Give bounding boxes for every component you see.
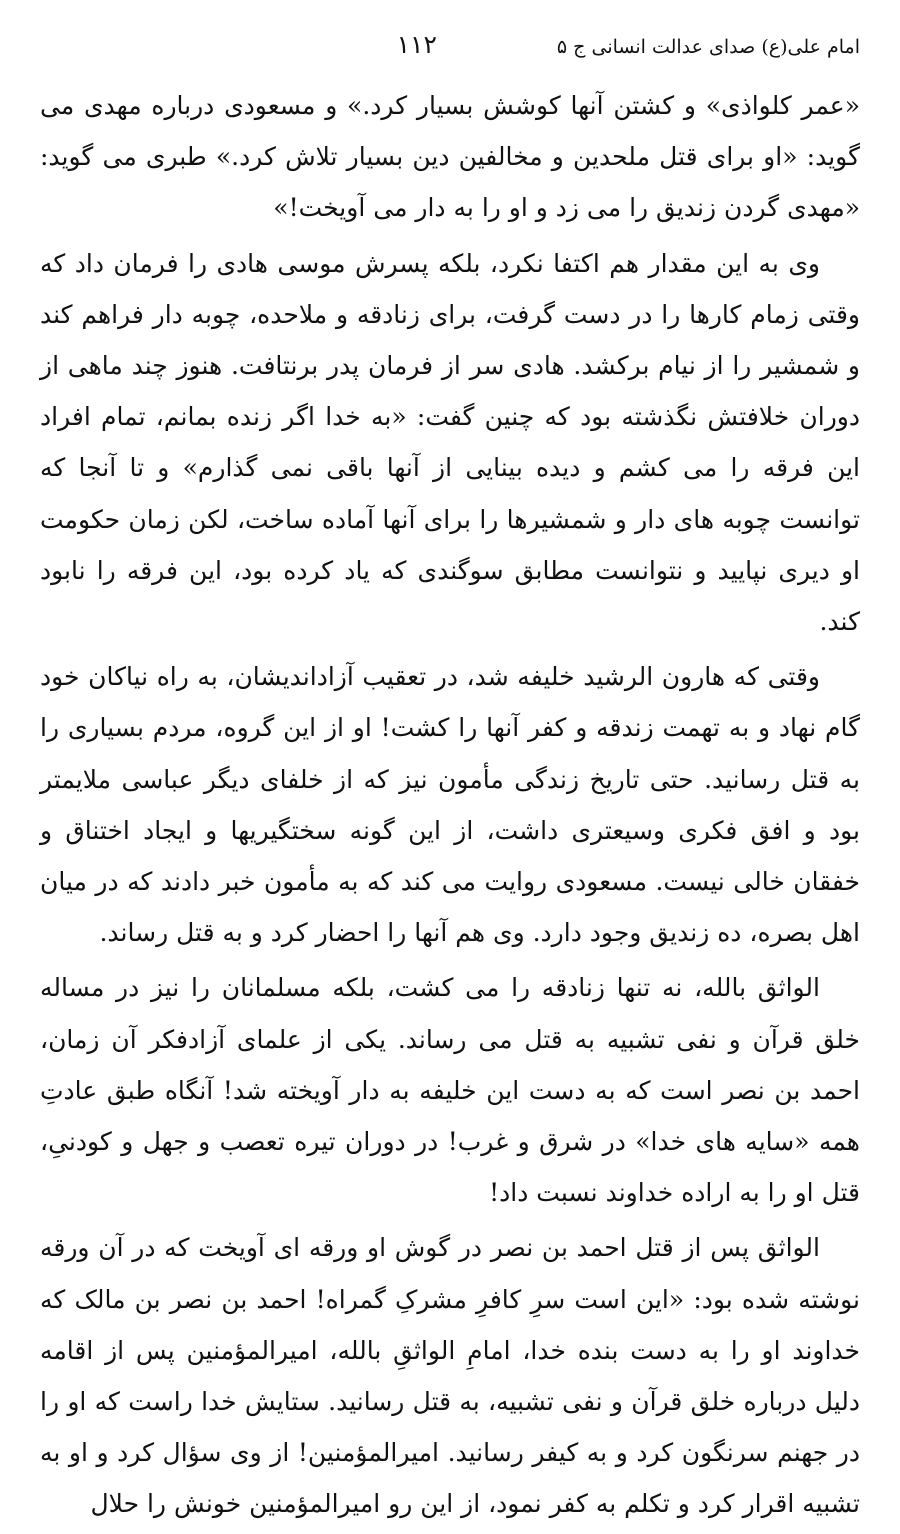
paragraph: وی به این مقدار هم اکتفا نکرد، بلکه پسرش موسی هادی را فرمان داد که وقتی زمام کارها را در دست گرفت، برای زنادقه و ملاحده، چوبه دار فراهم کند و شمشیر را از نیام برکشد. هادی سر از فرمان پدر برنتافت. هنوز چند ماهی از دوران خلافتش نگذشته بود که چنین گفت: «به خدا اگر زنده بمانم، تمام افراد این فرقه را می کشم و دیده بینایی از آنها باقی نمی گذارم» و تا آنجا که توانست چوبه های دار و شمشیرها را برای آنها آماده ساخت، لکن زمان حکومت او دیری نپایید و نتوانست مطابق سوگندی که یاد کرده بود، این فرقه را نابود کند. bbox=[40, 248, 860, 637]
paragraph: الواثق پس از قتل احمد بن نصر در گوش او ورقه ای آویخت که در آن ورقه نوشته شده بود: «این است سرِ کافرِ مشرکِ گمراه! احمد بن نصر بن مالک که خداوند او را به دست بنده خدا، امامِ الواثقِ بالله، امیرالمؤمنین پس از اقامه دلیل درباره خلق قرآن و نفی تشبیه، به قتل رسانید. ستایش خدا راست که او را در جهنم سرنگون کرد و به کیفر رسانید. امیرالمؤمنین! از وی سؤال کرد و او به تشبیه اقرار کرد و تکلم به کفر نمود، از این رو امیرالمؤمنین خونش را حلال bbox=[40, 1233, 860, 1519]
paragraph: وقتی که هارون الرشید خلیفه شد، در تعقیب آزاداندیشان، به راه نیاکان خود گام نهاد و به تهمت زندقه و کفر آنها را کشت! او از این گروه، مردم بسیاری را به قتل رسانید. حتی تاریخ زندگی مأمون نیز که از خلفای دیگر عباسی ملایمتر بود و افق فکری وسیعتری داشت، از این گونه سختگیریها و ایجاد اختناق و خفقان خالی نیست. مسعودی روایت می کند که به مأمون خبر دادند که در میان اهل بصره، ده زندیق وجود دارد. وی هم آنها را احضار کرد و به قتل رساند. bbox=[40, 662, 860, 948]
page-number: ۱۱۲ bbox=[396, 30, 437, 59]
paragraph: الواثق بالله، نه تنها زنادقه را می کشت، بلکه مسلمانان را نیز در مساله خلق قرآن و نفی تشبیه به قتل می رساند. یکی از علمای آزادفکر آن زمان، احمد بن نصر است که به دست این خلیفه به دار آویخته شد! آنگاه طبق عادتِ همه «سایه های خدا» در شرق و غرب! در دوران تیره تعصب و جهل و کودنیِ، قتل او را به اراده خداوند نسبت داد! bbox=[40, 973, 860, 1208]
running-header bbox=[40, 30, 860, 70]
body-text bbox=[40, 80, 860, 1530]
paragraph: «عمر کلواذی» و کشتن آنها کوشش بسیار کرد.» و مسعودی درباره مهدی می گوید: «او برای قتل ملحدین و مخالفین دین بسیار تلاش کرد.» طبری می گوید: «مهدی گردن زندیق را می زد و او را به دار می آویخت!» bbox=[40, 91, 860, 223]
book-page bbox=[40, 30, 860, 1534]
running-head-title: امام علی(ع) صدای عدالت انسانی ج ۵ bbox=[556, 36, 860, 58]
